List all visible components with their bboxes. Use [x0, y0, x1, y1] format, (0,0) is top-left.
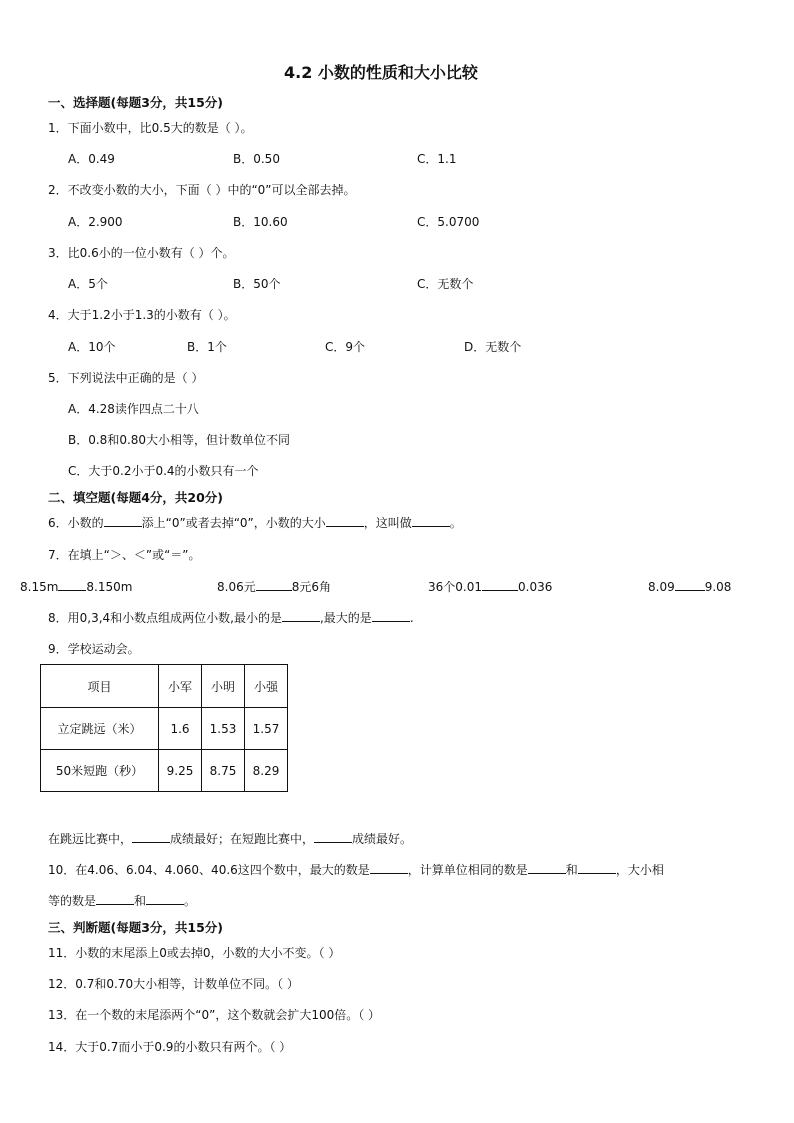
table-row: [41, 708, 288, 750]
question-7-stem: 7．在填上“＞、＜”或“＝”。: [48, 548, 201, 562]
table-cell: 1.6: [159, 708, 202, 750]
question-9-follow-up: 在跳远比赛中， 成绩最好；在短跑比赛中， 成绩最好。: [48, 832, 413, 846]
compare-item-3: 36个0.01 0.036: [428, 580, 553, 594]
question-6-part-3: ，这叫做: [363, 516, 412, 530]
question-10-line-1: 10．在4.06、6.04、4.060、40.6这四个数中，最大的数是 ，计算单位相同的数是 和 ，大小相: [48, 863, 664, 877]
answer-blank[interactable]: [282, 609, 320, 622]
question-6-part-2: 添上“0”或者去掉“0”，小数的大小: [141, 516, 326, 530]
question-5-option-b: B．0.8和0.80大小相等，但计数单位不同: [68, 433, 291, 447]
question-13: 13．在一个数的末尾添两个“0”，这个数就会扩大100倍。（ ）: [48, 1008, 381, 1022]
section-heading-true-false: 三、判断题(每题3分，共15分): [48, 920, 224, 935]
answer-blank[interactable]: [314, 830, 352, 843]
question-2-option-b: B．10.60: [233, 215, 288, 229]
answer-blank[interactable]: [326, 514, 364, 527]
compare-item-1: 8.15m 8.150m: [20, 580, 133, 594]
question-5-option-c: C．大于0.2小于0.4的小数只有一个: [68, 464, 259, 478]
answer-blank[interactable]: [146, 892, 184, 905]
question-5-option-a: A．4.28读作四点二十八: [68, 402, 199, 416]
question-2-option-a: A．2.900: [68, 215, 123, 229]
answer-blank[interactable]: [104, 514, 142, 527]
question-4-option-a: A．10个: [68, 340, 116, 354]
question-2-option-c: C．5.0700: [417, 215, 480, 229]
answer-blank[interactable]: [372, 609, 410, 622]
table-header-cell: 小明: [202, 665, 245, 708]
answer-blank[interactable]: [370, 861, 408, 874]
answer-blank[interactable]: [675, 578, 705, 591]
question-2-stem: 2．不改变小数的大小，下面（ ）中的“0”可以全部去掉。: [48, 183, 356, 197]
compare-item-2: 8.06元 8元6角: [217, 580, 332, 594]
question-5-stem: 5．下列说法中正确的是（ ）: [48, 371, 204, 385]
section-heading-fill-in: 二、填空题(每题4分，共20分): [48, 490, 224, 505]
answer-blank[interactable]: [58, 578, 86, 591]
table-cell: 8.29: [245, 750, 288, 792]
table-cell: 立定跳远（米）: [41, 708, 159, 750]
page-title: 4.2 小数的性质和大小比较: [284, 63, 478, 82]
answer-blank[interactable]: [132, 830, 170, 843]
question-6: [48, 514, 462, 531]
question-1-option-a: A．0.49: [68, 152, 115, 166]
table-cell: 9.25: [159, 750, 202, 792]
question-10-line-2: 等的数是 和 。: [48, 894, 197, 908]
table-cell: 1.57: [245, 708, 288, 750]
question-3-option-a: A．5个: [68, 277, 108, 291]
table-cell: 8.75: [202, 750, 245, 792]
table-header-row: [41, 665, 288, 708]
question-4-option-b: B．1个: [187, 340, 227, 354]
table-header-cell: 项目: [41, 665, 159, 708]
question-11: 11．小数的末尾添上0或去掉0，小数的大小不变。（ ）: [48, 946, 341, 960]
compare-item-4: 8.09 9.08: [648, 580, 732, 594]
table-cell: 50米短跑（秒）: [41, 750, 159, 792]
table-header-cell: 小军: [159, 665, 202, 708]
question-8: 8．用0,3,4和小数点组成两位小数,最小的是 ,最大的是 .: [48, 611, 414, 625]
question-1-stem: 1．下面小数中，比0.5大的数是（ ）。: [48, 121, 253, 135]
question-1-option-b: B．0.50: [233, 152, 280, 166]
table-row: [41, 750, 288, 792]
question-9-stem: 9．学校运动会。: [48, 642, 140, 656]
table-cell: 1.53: [202, 708, 245, 750]
question-14: 14．大于0.7而小于0.9的小数只有两个。（ ）: [48, 1040, 292, 1054]
question-4-option-d: D．无数个: [464, 340, 522, 354]
question-3-stem: 3．比0.6小的一位小数有（ ）个。: [48, 246, 235, 260]
answer-blank[interactable]: [528, 861, 566, 874]
answer-blank[interactable]: [412, 514, 450, 527]
section-heading-choice: 一、选择题(每题3分，共15分): [48, 95, 224, 110]
question-12: 12．0.7和0.70大小相等，计数单位不同。（ ）: [48, 977, 299, 991]
answer-blank[interactable]: [578, 861, 616, 874]
answer-blank[interactable]: [482, 578, 518, 591]
question-3-option-c: C．无数个: [417, 277, 474, 291]
question-6-part-1: 6．小数的: [48, 516, 104, 530]
sports-results-table: [40, 664, 288, 792]
answer-blank[interactable]: [256, 578, 292, 591]
question-6-part-4: 。: [449, 516, 462, 530]
question-1-option-c: C．1.1: [417, 152, 457, 166]
question-3-option-b: B．50个: [233, 277, 281, 291]
question-4-stem: 4．大于1.2小于1.3的小数有（ ）。: [48, 308, 236, 322]
table-header-cell: 小强: [245, 665, 288, 708]
question-4-option-c: C．9个: [325, 340, 366, 354]
answer-blank[interactable]: [96, 892, 134, 905]
